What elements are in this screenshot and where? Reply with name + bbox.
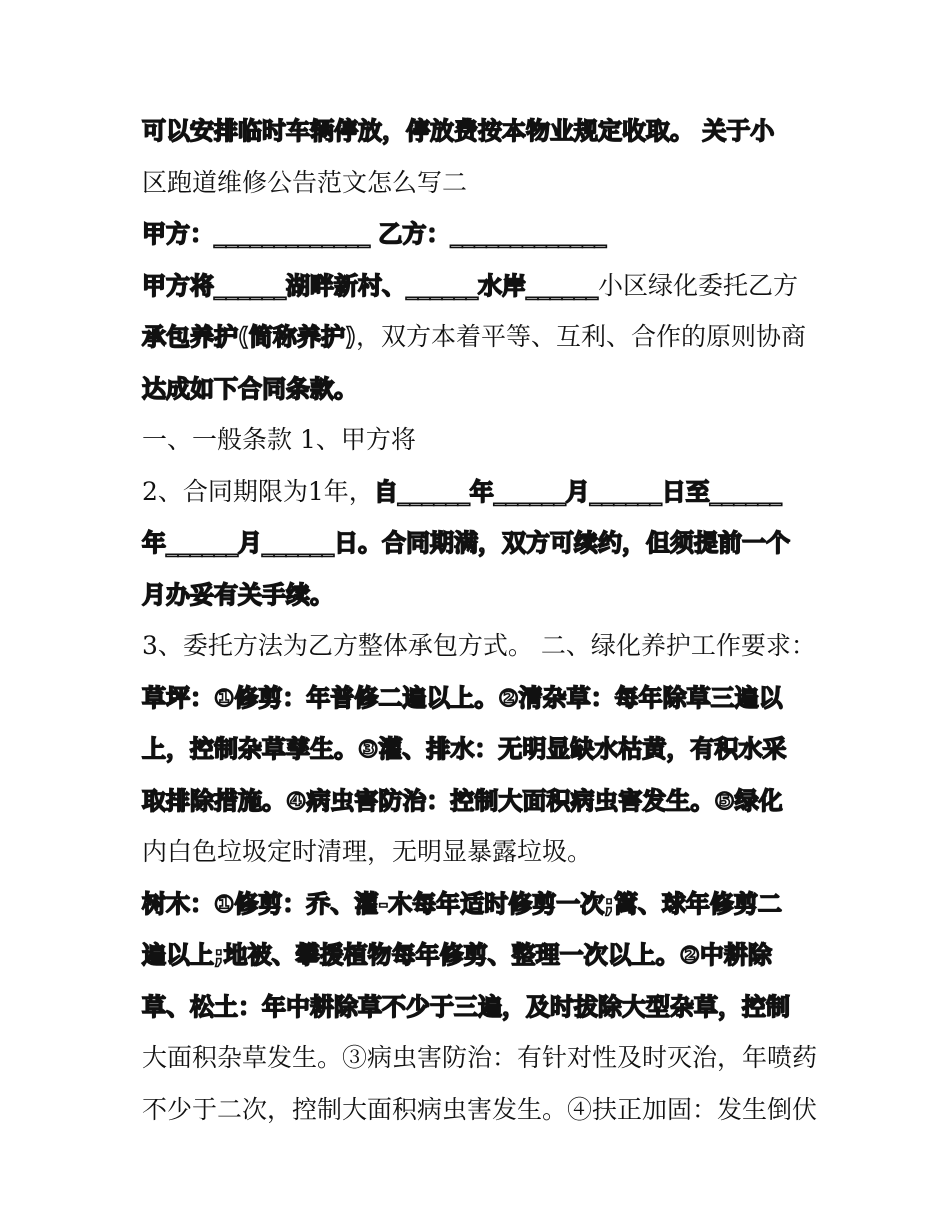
- text-line: [142, 620, 822, 672]
- text-line: [142, 517, 822, 569]
- text-line: [142, 878, 822, 930]
- outlined-text-segment: 月办妥有关手续。: [142, 580, 334, 609]
- outlined-text-segment: 上，控制杂草孳生。③灌、排水：无明显缺水枯黄，有积水采: [142, 735, 787, 763]
- text-segment: 3、委托方法为乙方整体承包方式。 二、绿化养护工作要求：: [142, 631, 816, 660]
- outlined-text-segment: 草、松土：年中耕除草不少于三遍，及时拔除大型杂草，控制: [142, 992, 790, 1021]
- text-segment: 2、合同期限为1年，: [142, 476, 374, 506]
- text-line: [142, 1084, 822, 1136]
- outlined-text-segment: 达成如下合同条款。: [142, 374, 358, 403]
- outlined-text-segment: 取排除措施。④病虫害防治：控制大面积病虫害发生。⑤绿化: [142, 786, 783, 815]
- text-line: [142, 363, 822, 415]
- text-line: [142, 981, 822, 1033]
- text-line: [142, 466, 822, 518]
- text-line: [142, 157, 822, 209]
- text-line: [142, 569, 822, 621]
- text-line: [142, 929, 822, 981]
- text-line: [142, 311, 822, 363]
- outlined-text-segment: 草坪：①修剪：年普修二遍以上。②清杂草：每年除草三遍以: [142, 683, 783, 712]
- text-segment: 小区绿化委托乙方: [598, 270, 799, 300]
- text-line: [142, 775, 822, 827]
- text-line: [142, 208, 822, 260]
- text-segment: 内白色垃圾定时清理，无明显暴露垃圾。: [142, 837, 593, 866]
- text-line: [142, 672, 822, 724]
- document-body: [142, 105, 822, 1135]
- text-line: [142, 723, 822, 775]
- outlined-text-segment: 甲方将______湖畔新村、______水岸______: [142, 271, 598, 300]
- text-segment: 区跑道维修公告范文怎么写二: [142, 167, 468, 197]
- text-segment: 大面积杂草发生。③病虫害防治：有针对性及时灭治，年喷药: [142, 1043, 818, 1072]
- outlined-text-segment: 可以安排临时车辆停放，停放费按本物业规定收取。: [142, 117, 694, 145]
- outlined-text-segment: 甲方：_____________ 乙方：_____________: [142, 220, 607, 248]
- text-line: [142, 826, 822, 878]
- text-segment: 不少于二次，控制大面积病虫害发生。④扶正加固：发生倒伏: [142, 1094, 818, 1124]
- text-line: [142, 414, 822, 466]
- text-line: [142, 260, 822, 312]
- outlined-text-segment: 年______月______日。合同期满，双方可续约，但须提前一个: [142, 529, 790, 557]
- outlined-text-segment: 树木：①修剪：乔、灌-木每年适时修剪一次;篱、球年修剪二: [142, 889, 782, 918]
- outlined-text-segment: 关于小: [694, 117, 775, 145]
- outlined-text-segment: 承包养护(简称养护): [142, 323, 356, 351]
- text-line: [142, 105, 822, 157]
- outlined-text-segment: 遍以上;地被、攀援植物每年修剪、整理一次以上。②中耕除: [142, 941, 772, 969]
- text-line: [142, 1032, 822, 1084]
- text-segment: ，双方本着平等、互利、合作的原则协商: [355, 322, 806, 351]
- text-segment: 一、一般条款 1、甲方将: [142, 425, 416, 454]
- outlined-text-segment: 自______年______月______日至______: [373, 477, 782, 506]
